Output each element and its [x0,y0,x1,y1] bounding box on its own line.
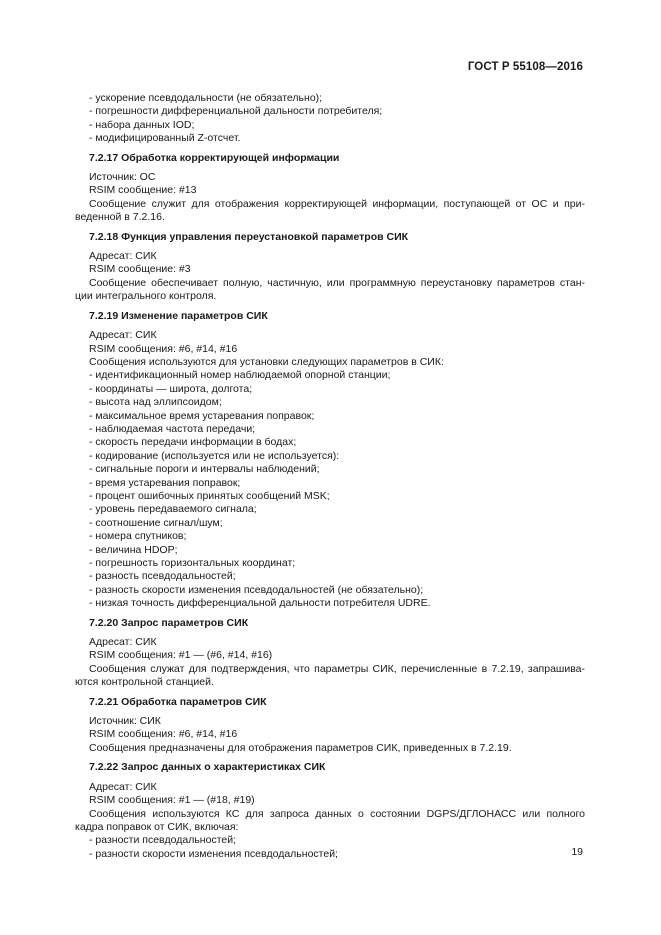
paragraph-line: кадра поправок от СИК, включая: [75,820,239,833]
list-item: - соотношение сигнал/шум; [89,516,223,529]
paragraph-line: Сообщения используются КС для запроса данных о состоянии DGPS/ДГЛОНАСС или полного [89,807,585,820]
source-line: Источник: ОС [89,171,156,184]
list-item: - разности псевдодальностей; [89,834,237,847]
rsim-line: RSIM сообщение: #3 [89,263,191,276]
addressee-line: Адресат: СИК [89,329,157,342]
document-id: ГОСТ Р 55108—2016 [467,61,583,73]
rsim-line: RSIM сообщения: #1 — (#6, #14, #16) [89,649,273,662]
list-item: - разность псевдодальностей; [89,570,236,583]
paragraph-line: Сообщение служит для отображения корректирующей информации, поступающей от ОС и при- [89,197,585,210]
list-item: - идентификационный номер наблюдаемой опорной станции; [89,369,391,382]
intro-list [75,92,585,146]
section-heading-7-2-17: 7.2.17 Обработка корректирующей информации [89,151,340,164]
paragraph-line: Сообщения служат для подтверждения, что параметры СИК, перечисленные в 7.2.19, запрашива- [89,662,585,675]
section-heading-7-2-18: 7.2.18 Функция управления переустановкой параметров СИК [89,230,409,243]
rsim-line: RSIM сообщения: #6, #14, #16 [89,342,238,355]
section-heading-7-2-22: 7.2.22 Запрос данных о характеристиках СИК [89,761,326,774]
list-item: - номера спутников; [89,530,187,543]
paragraph-line: веденной в 7.2.16. [75,211,165,224]
addressee-line: Адресат: СИК [89,250,157,263]
list-item: - разности скорости изменения псевдодальностей; [89,847,338,860]
paragraph-line: Сообщения используются для установки следующих параметров в СИК: [89,355,444,368]
addressee-line: Адресат: СИК [89,780,157,793]
rsim-line: RSIM сообщения: #1 — (#18, #19) [89,794,255,807]
section-heading-7-2-21: 7.2.21 Обработка параметров СИК [89,695,267,708]
addressee-line: Адресат: СИК [89,636,157,649]
section-heading-7-2-20: 7.2.20 Запрос параметров СИК [89,616,249,629]
list-item: - погрешность горизонтальных координат; [89,557,296,569]
list-item: - модифицированный Z-отсчет. [89,132,241,145]
list-item: - погрешности дифференциальной дальности потребителя; [89,105,383,118]
paragraph-line: ются контрольной станцией. [75,676,214,689]
list-item: - процент ошибочных принятых сообщений MSK; [89,489,330,502]
list-item: - набора данных IOD; [89,118,195,131]
page-number: 19 [571,846,583,858]
paragraph-line: Сообщение обеспечивает полную, частичную, или программную переустановку параметров стан- [89,276,585,289]
list-item: - разность скорости изменения псевдодальностей (не обязательно); [89,583,424,596]
list-item: - время устаревания поправок; [89,476,241,489]
list-item: - кодирование (используется или не используется): [89,449,340,462]
page-body [75,92,585,861]
list-item: - ускорение псевдодальности (не обязательно); [89,92,323,104]
rsim-line: RSIM сообщения: #6, #14, #16 [89,728,238,741]
list-item: - наблюдаемая частота передачи; [89,422,256,435]
list-item: - величина HDOP; [89,543,178,556]
section-heading-7-2-19: 7.2.19 Изменение параметров СИК [89,309,268,322]
rsim-line: RSIM сообщение: #13 [89,184,197,197]
list-item: - сигнальные пороги и интервалы наблюдений; [89,463,320,476]
parameter-list [75,369,585,610]
list-item: - скорость передачи информации в бодах; [89,436,297,449]
list-item: - высота над эллипсоидом; [89,396,222,409]
paragraph-line: Сообщения предназначены для отображения параметров СИК, приведенных в 7.2.19. [89,741,512,754]
list-item: - низкая точность дифференциальной дальности потребителя UDRE. [89,597,431,610]
list-item: - координаты — широта, долгота; [89,382,253,395]
paragraph-line: ции интегрального контроля. [75,290,217,303]
list-item: - уровень передаваемого сигнала; [89,503,257,516]
source-line: Источник: СИК [89,715,161,728]
list-item: - максимальное время устаревания поправок; [89,409,315,422]
